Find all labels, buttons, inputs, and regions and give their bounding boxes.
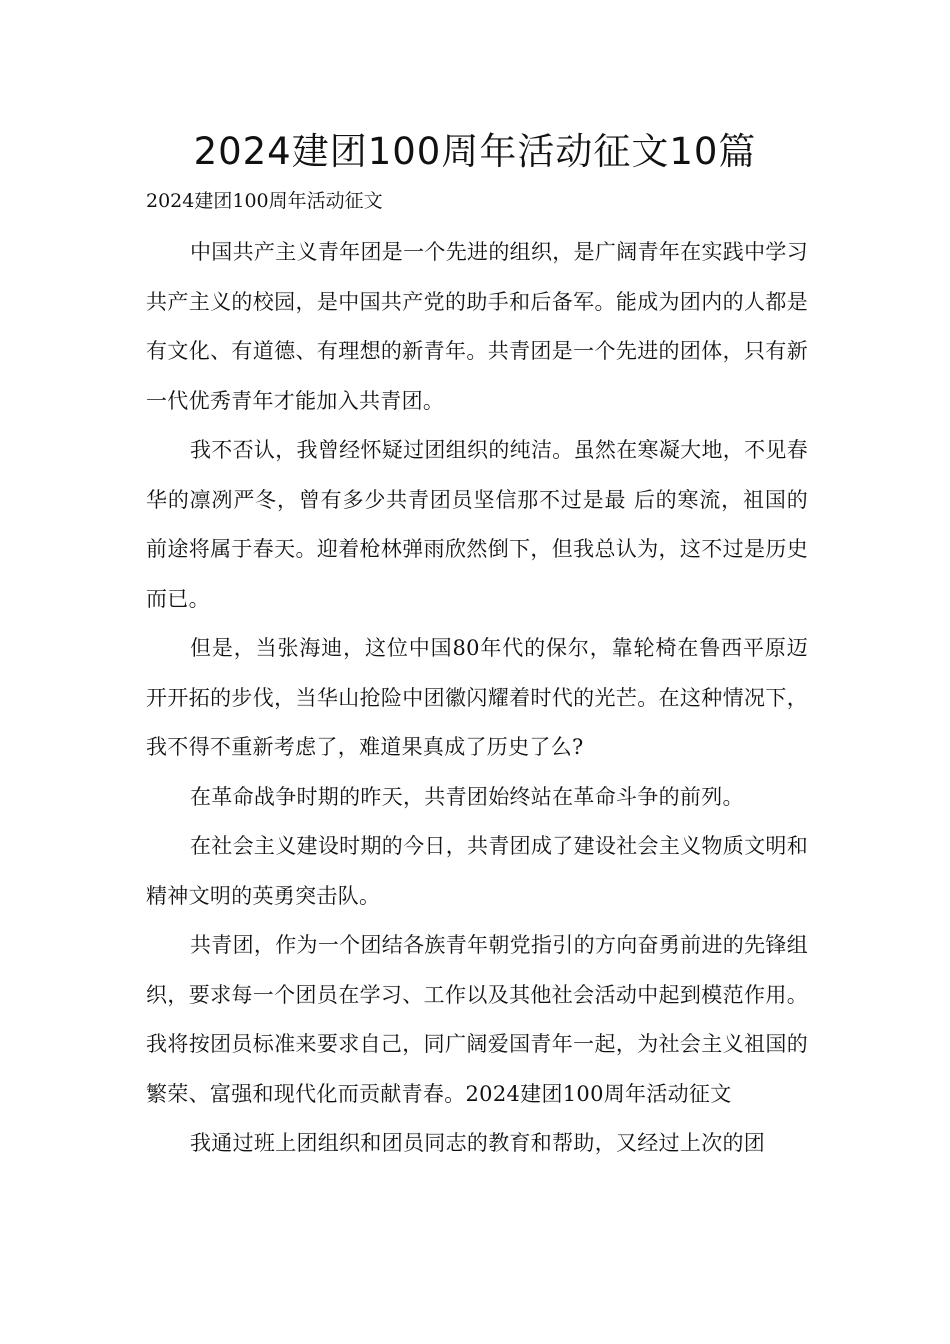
document-subtitle: 2024建团100周年活动征文: [146, 190, 383, 212]
paragraph: 在革命战争时期的昨天，共青团始终站在革命斗争的前列。: [190, 784, 744, 809]
paragraph: 但是，当张海迪，这位中国80年代的保尔，靠轮椅在鲁西平原迈开开拓的步伐，当华山抢险中团徽闪耀着时代的光芒。在这种情况下，我不得不重新考虑了，难道果真成了历史了么?: [146, 636, 808, 759]
document-title: 2024建团100周年活动征文10篇: [193, 130, 757, 173]
paragraph: 在社会主义建设时期的今日，共青团成了建设社会主义物质文明和精神文明的英勇突击队。: [146, 834, 808, 908]
paragraph: 共青团，作为一个团结各族青年朝党指引的方向奋勇前进的先锋组织，要求每一个团员在学习、工作以及其他社会活动中起到模范作用。我将按团员标准来要求自己，同广阔爱国青年一起，为社会主义祖国的繁荣、富强和现代化而贡献青春。2024建团100周年活动征文: [146, 933, 808, 1106]
document-body: [146, 228, 808, 1169]
paragraph: 我不否认，我曾经怀疑过团组织的纯洁。虽然在寒凝大地，不见春华的凛冽严冬，曾有多少共青团员坚信那不过是最 后的寒流，祖国的前途将属于春天。迎着枪林弹雨欣然倒下，但我总认为，这不过是历史而已。: [146, 438, 808, 611]
paragraph: 中国共产主义青年团是一个先进的组织，是广阔青年在实践中学习共产主义的校园，是中国共产党的助手和后备军。能成为团内的人都是有文化、有道德、有理想的新青年。共青团是一个先进的团体，只有新一代优秀青年才能加入共青团。: [146, 240, 808, 413]
paragraph: 我通过班上团组织和团员同志的教育和帮助，又经过上次的团: [190, 1131, 766, 1155]
